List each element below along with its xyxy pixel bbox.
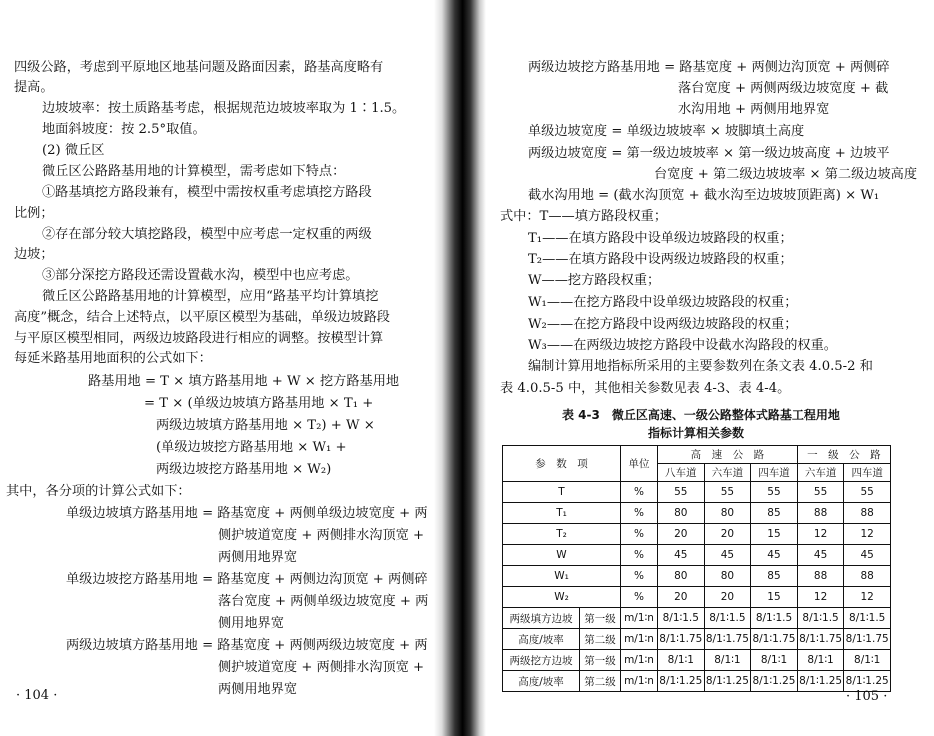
value-cell: 55 [704,482,751,503]
formula-line: 两级边坡挖方路基用地 = 路基宽度 + 两侧边沟顶宽 + 两侧碎 [528,60,890,75]
table-header-lane: 六车道 [704,464,751,482]
formula-line: (单级边坡挖方路基用地 × W₁ + [156,440,347,455]
value-cell: 80 [704,566,751,587]
table-header-lane: 四车道 [751,464,798,482]
formula-line: 侧用地界宽 [218,616,284,631]
text-line: 比例； [14,206,54,221]
value-cell: 12 [797,587,844,608]
table-header-param: 参 数 项 [503,446,621,482]
value-cell: 8/1∶1.75 [751,629,798,650]
formula-line: 水沟用地 + 两侧用地界宽 [678,102,830,117]
value-cell: 80 [658,566,705,587]
slope-label-cell: 两级挖方边坡 [503,650,580,671]
unit-cell: % [621,587,658,608]
definition-line: 式中：T——填方路段权重； [500,209,668,224]
value-cell: 88 [797,566,844,587]
value-cell: 8/1∶1.25 [751,671,798,692]
value-cell: 12 [844,587,891,608]
parameter-table [502,445,891,692]
value-cell: 45 [704,545,751,566]
definition-line: W₂——在挖方路段中设两级边坡路段的权重； [528,317,798,332]
value-cell: 8/1∶1 [704,650,751,671]
value-cell: 55 [797,482,844,503]
value-cell: 8/1∶1.25 [844,671,891,692]
value-cell: 20 [658,587,705,608]
definition-line: T₁——在填方路段中设单级边坡路段的权重； [528,231,793,246]
formula-line: 截水沟用地 = (截水沟顶宽 + 截水沟至边坡坡顶距离) × W₁ [528,188,880,203]
level-cell: 第一级 [580,608,621,629]
unit-cell: % [621,545,658,566]
value-cell: 8/1∶1.25 [704,671,751,692]
text-line: 提高。 [14,80,54,95]
text-line: 表 4.0.5-5 中，其他相关参数见表 4-3、表 4-4。 [500,381,791,396]
text-line: ③部分深挖方路段还需设置截水沟，模型中也应考虑。 [42,268,359,283]
formula-line: 落台宽度 + 两侧单级边坡宽度 + 两 [218,594,429,609]
slope-label-cell: 高度/坡率 [503,629,580,650]
unit-cell: % [621,482,658,503]
slope-label-cell: 两级填方边坡 [503,608,580,629]
value-cell: 8/1∶1 [658,650,705,671]
table-row [503,629,891,650]
table-header-class1: 一 级 公 路 [797,446,890,464]
unit-cell: m/1∶n [621,650,658,671]
value-cell: 8/1∶1.5 [658,608,705,629]
text-line: (2) 微丘区 [42,143,105,158]
right-page [478,0,934,736]
value-cell: 55 [844,482,891,503]
param-cell: T [503,482,621,503]
unit-cell: % [621,503,658,524]
value-cell: 12 [844,524,891,545]
value-cell: 8/1∶1.5 [704,608,751,629]
table-row [503,587,891,608]
table-row [503,566,891,587]
value-cell: 8/1∶1 [751,650,798,671]
text-line: 每延米路基用地面积的公式如下： [14,351,212,366]
value-cell: 12 [797,524,844,545]
value-cell: 55 [751,482,798,503]
value-cell: 8/1∶1.5 [797,608,844,629]
formula-line: 两级边坡宽度 = 第一级边坡坡率 × 第一级边坡高度 + 边坡平 [528,146,890,161]
value-cell: 8/1∶1.25 [797,671,844,692]
value-cell: 80 [658,503,705,524]
table-row [503,503,891,524]
formula-line: 两侧用地界宽 [218,682,298,697]
definition-line: T₂——在填方路段中设两级边坡路段的权重； [528,252,793,267]
formula-line: 两级边坡挖方路基用地 × W₂) [156,462,332,477]
text-line: 地面斜坡度：按 2.5°取值。 [42,122,206,137]
param-cell: W₂ [503,587,621,608]
table-header-unit: 单位 [621,446,658,482]
value-cell: 8/1∶1.75 [797,629,844,650]
unit-cell: m/1∶n [621,629,658,650]
text-line: 编制计算用地指标所采用的主要参数列在条文表 4.0.5-2 和 [528,359,873,374]
value-cell: 85 [751,566,798,587]
value-cell: 8/1∶1 [797,650,844,671]
text-line: 边坡坡率：按土质路基考虑，根据规范边坡坡率取为 1∶1.5。 [42,101,406,116]
param-cell: W [503,545,621,566]
value-cell: 45 [658,545,705,566]
definition-line: W₁——在挖方路段中设单级边坡路段的权重； [528,295,798,310]
value-cell: 45 [844,545,891,566]
text-line: ①路基填挖方路段兼有，模型中需按权重考虑填挖方路段 [42,185,372,200]
table-caption: 表 4-3 微丘区高速、一级公路整体式路基工程用地 [562,408,840,422]
table-caption: 指标计算相关参数 [648,426,745,440]
unit-cell: % [621,566,658,587]
value-cell: 20 [704,587,751,608]
level-cell: 第二级 [580,671,621,692]
value-cell: 88 [844,566,891,587]
page-number: · 104 · [16,688,58,703]
level-cell: 第二级 [580,629,621,650]
value-cell: 20 [704,524,751,545]
value-cell: 15 [751,524,798,545]
definition-line: W——挖方路段权重； [528,273,661,288]
formula-line: 两侧用地界宽 [218,550,298,565]
value-cell: 45 [751,545,798,566]
text-line: 微丘区公路路基用地的计算模型，需考虑如下特点： [42,164,346,179]
formula-line: 单级边坡宽度 = 单级边坡坡率 × 坡脚填土高度 [528,124,805,139]
table-header-highway: 高 速 公 路 [658,446,798,464]
slope-label-cell: 高度/坡率 [503,671,580,692]
value-cell: 88 [844,503,891,524]
value-cell: 8/1∶1.5 [751,608,798,629]
formula-line: 侧护坡道宽度 + 两侧排水沟顶宽 + [218,528,425,543]
unit-cell: % [621,524,658,545]
table-header-lane: 八车道 [658,464,705,482]
unit-cell: m/1∶n [621,608,658,629]
formula-line: = T × (单级边坡填方路基用地 × T₁ + [144,396,374,411]
param-cell: W₁ [503,566,621,587]
value-cell: 45 [797,545,844,566]
param-cell: T₂ [503,524,621,545]
value-cell: 85 [751,503,798,524]
param-cell: T₁ [503,503,621,524]
table-row [503,671,891,692]
value-cell: 8/1∶1.25 [658,671,705,692]
formula-line: 落台宽度 + 两侧两级边坡宽度 + 截 [678,81,889,96]
table-row [503,482,891,503]
value-cell: 20 [658,524,705,545]
table-row [503,650,891,671]
value-cell: 88 [797,503,844,524]
level-cell: 第一级 [580,650,621,671]
table-row [503,608,891,629]
table-header-lane: 六车道 [797,464,844,482]
formula-line: 路基用地 = T × 填方路基用地 + W × 挖方路基用地 [88,374,400,389]
value-cell: 8/1∶1.5 [844,608,891,629]
value-cell: 8/1∶1 [844,650,891,671]
formula-line: 单级边坡填方路基用地 = 路基宽度 + 两侧单级边坡宽度 + 两 [66,506,428,521]
unit-cell: m/1∶n [621,671,658,692]
text-line: 四级公路，考虑到平原地区地基问题及路面因素，路基高度略有 [14,60,384,75]
value-cell: 15 [751,587,798,608]
text-line: 微丘区公路路基用地的计算模型，应用“路基平均计算填挖 [42,289,379,304]
text-line: 与平原区模型相同，两级边坡路段进行相应的调整。按模型计算 [14,331,384,346]
table-header-lane: 四车道 [844,464,891,482]
table-row [503,524,891,545]
value-cell: 80 [704,503,751,524]
value-cell: 8/1∶1.75 [844,629,891,650]
left-page [0,0,455,736]
value-cell: 8/1∶1.75 [658,629,705,650]
text-line: 高度”概念，结合上述特点，以平原区模型为基础，单级边坡路段 [14,310,390,325]
text-line: 其中，各分项的计算公式如下： [6,484,191,499]
formula-line: 单级边坡挖方路基用地 = 路基宽度 + 两侧边沟顶宽 + 两侧碎 [66,572,428,587]
formula-line: 侧护坡道宽度 + 两侧排水沟顶宽 + [218,660,425,675]
formula-line: 两级边坡填方路基用地 × T₂) + W × [156,418,375,433]
value-cell: 55 [658,482,705,503]
page-number: · 105 · [846,689,888,704]
text-line: ②存在部分较大填挖路段，模型中应考虑一定权重的两级 [42,227,372,242]
definition-line: W₃——在两级边坡挖方路段中设截水沟路段的权重。 [528,338,837,353]
value-cell: 8/1∶1.75 [704,629,751,650]
formula-line: 台宽度 + 第二级边坡坡率 × 第二级边坡高度 [654,167,918,182]
formula-line: 两级边坡填方路基用地 = 路基宽度 + 两侧两级边坡宽度 + 两 [66,638,428,653]
text-line: 边坡； [14,247,54,262]
table-row [503,545,891,566]
